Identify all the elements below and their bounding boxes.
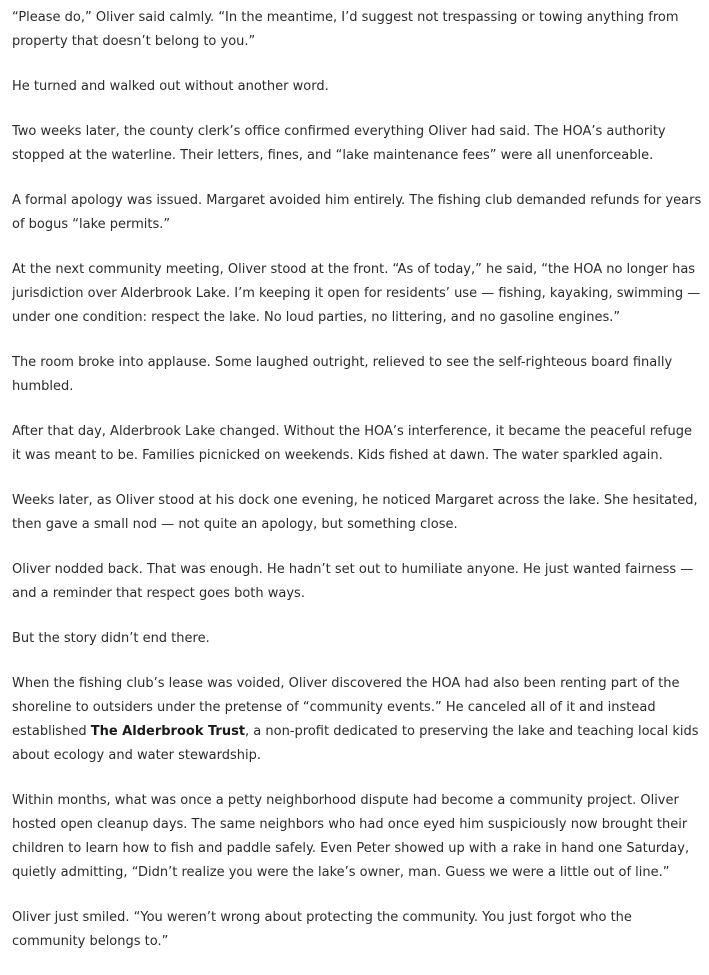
paragraph: A formal apology was issued. Margaret avoided him entirely. The fishing club demanded refunds for years of bogus “lake permits.” [12, 193, 702, 232]
paragraph: After that day, Alderbrook Lake changed. Without the HOA’s interference, it became the peaceful refuge it was meant to be. Families picnicked on weekends. Kids fished at dawn. The water sparkled again. [12, 424, 692, 463]
paragraph-text: , a non-profit dedicated to preserving the lake and teaching local kids about ecology and water stewardship. [12, 724, 699, 763]
paragraph: At the next community meeting, Oliver stood at the front. “As of today,” he said, “the HOA no longer has jurisdiction over Alderbrook Lake. I’m keeping it open for residents’ use — fishing, kayaking, swimming — under one condition: respect the lake. No loud parties, no littering, and no gasoline engines.” [12, 262, 701, 325]
paragraph: “Please do,” Oliver said calmly. “In the meantime, I’d suggest not trespassing or towing anything from property that doesn’t belong to you.” [12, 10, 679, 49]
paragraph: But the story didn’t end there. [12, 631, 210, 646]
paragraph [12, 672, 702, 768]
trust-name-bold: The Alderbrook Trust [90, 724, 246, 739]
paragraph: Weeks later, as Oliver stood at his dock one evening, he noticed Margaret across the lake. She hesitated, then gave a small nod — not quite an apology, but something close. [12, 493, 698, 532]
paragraph: Oliver just smiled. “You weren’t wrong about protecting the community. You just forgot who the community belongs to.” [12, 910, 632, 949]
paragraph-text: When the fishing club’s lease was voided, Oliver discovered the HOA had also been renting part of the shoreline to outsiders under the pretense of “community events.” He canceled all of it and instead established [12, 676, 680, 739]
paragraph: Within months, what was once a petty neighborhood dispute had become a community project. Oliver hosted open cleanup days. The same neighbors who had once eyed him suspiciously now brought their children to learn how to fish and paddle safely. Even Peter showed up with a rake in hand one Saturday, quietly admitting, “Didn’t realize you were the lake’s owner, man. Guess we were a little out of line.” [12, 793, 690, 880]
article-body [12, 6, 702, 975]
paragraph: The room broke into applause. Some laughed outright, relieved to see the self-righteous board finally humbled. [12, 355, 673, 394]
paragraph: Two weeks later, the county clerk’s office confirmed everything Oliver had said. The HOA’s authority stopped at the waterline. Their letters, fines, and “lake maintenance fees” were all unenforceable. [12, 124, 666, 163]
paragraph: Oliver nodded back. That was enough. He hadn’t set out to humiliate anyone. He just wanted fairness — and a reminder that respect goes both ways. [12, 562, 694, 601]
paragraph: He turned and walked out without another word. [12, 79, 329, 94]
